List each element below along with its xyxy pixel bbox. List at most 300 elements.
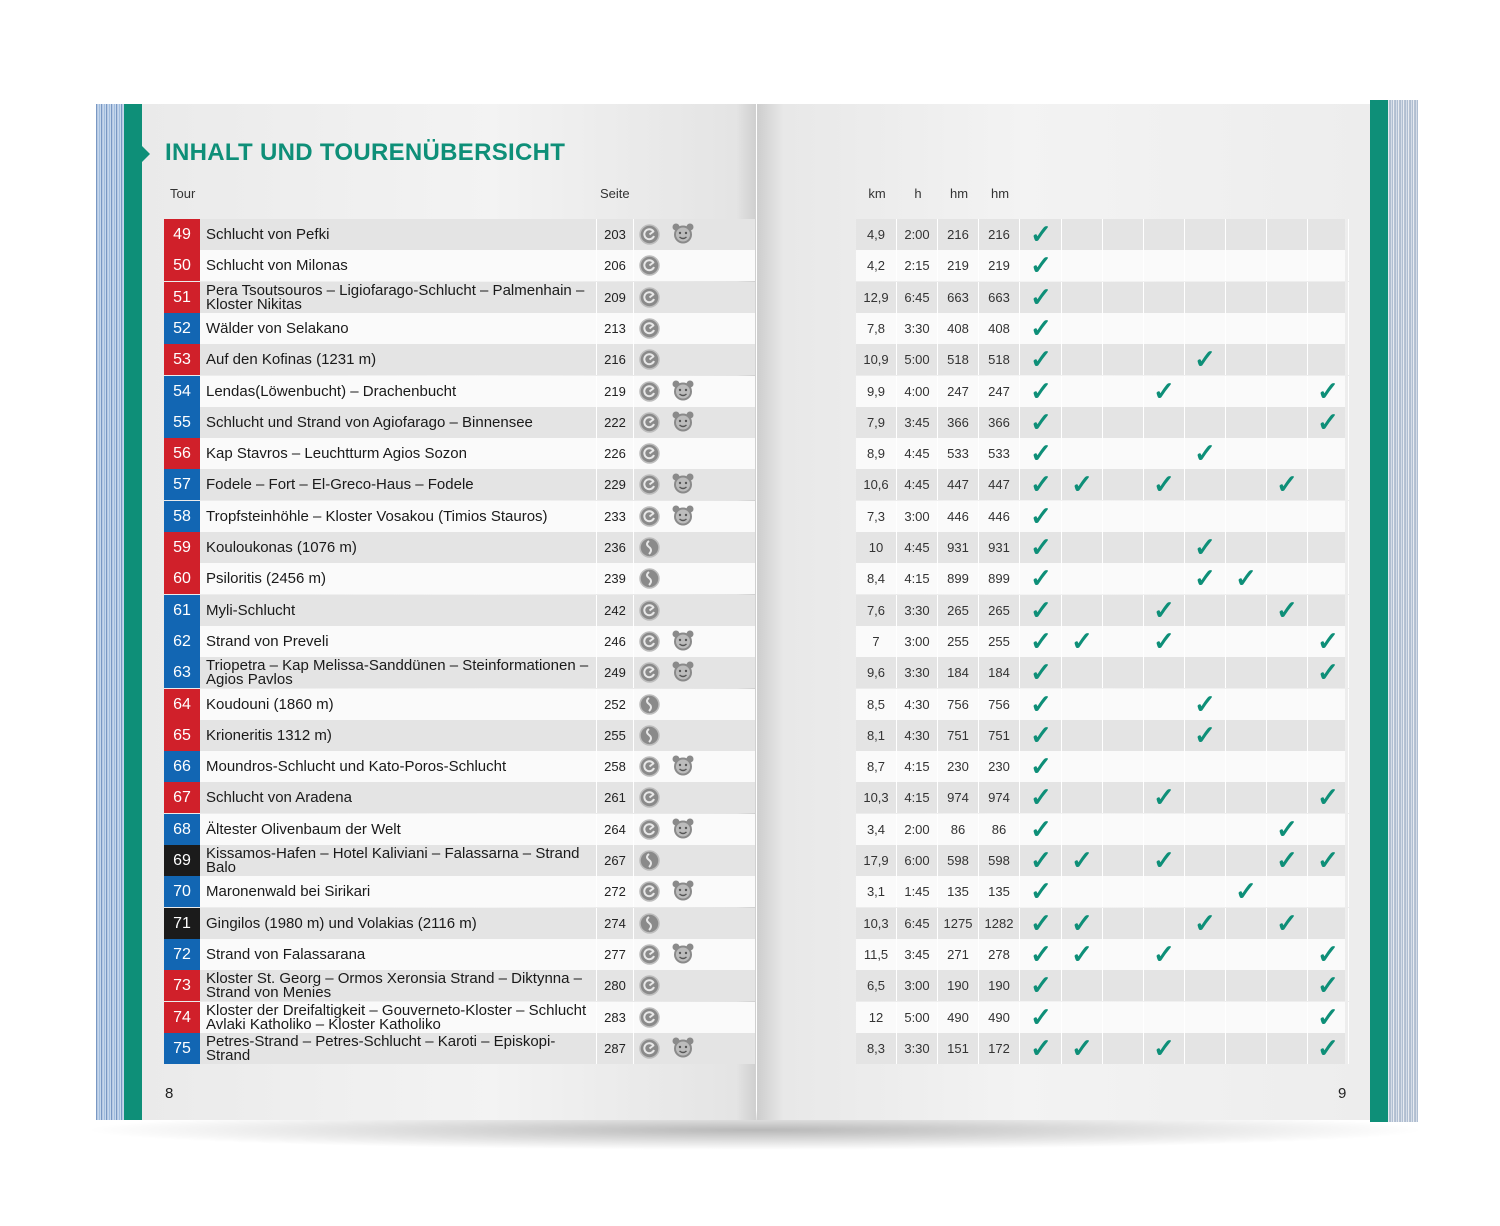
empty-cell (1144, 313, 1185, 344)
empty-cell (1144, 501, 1185, 532)
check-icon: ✓ (1308, 657, 1349, 688)
title-arrow-icon (142, 146, 150, 162)
empty-cell (1062, 250, 1103, 281)
tour-hm-down: 216 (979, 219, 1020, 250)
empty-cell (1103, 313, 1144, 344)
tour-row (164, 532, 755, 563)
empty-cell (1308, 532, 1349, 563)
empty-cell (1185, 250, 1226, 281)
difficulty-gauge-icon (639, 412, 660, 438)
tour-km: 4,2 (856, 250, 897, 281)
empty-cell (1226, 282, 1267, 313)
tour-number: 57 (164, 469, 200, 500)
tour-hm-up: 931 (938, 532, 979, 563)
tour-page-number: 233 (596, 501, 634, 532)
tour-page-number: 249 (596, 657, 634, 688)
tour-number: 62 (164, 626, 200, 657)
check-icon: ✓ (1226, 876, 1267, 907)
tour-name: Schlucht von Aradena (206, 788, 352, 806)
tour-row (164, 876, 755, 907)
check-icon: ✓ (1021, 313, 1062, 344)
empty-cell (1185, 782, 1226, 813)
empty-cell (1062, 282, 1103, 313)
tour-hm-down: 172 (979, 1033, 1020, 1064)
tour-hm-down: 751 (979, 720, 1020, 751)
tour-stats-row (856, 219, 1345, 250)
tour-hm-down: 1282 (979, 908, 1020, 939)
empty-cell (1103, 282, 1144, 313)
empty-cell (1103, 376, 1144, 407)
empty-cell (1062, 501, 1103, 532)
difficulty-gauge-icon (639, 600, 660, 626)
empty-cell (1062, 407, 1103, 438)
empty-cell (1144, 970, 1185, 1001)
tour-name: Triopetra – Kap Melissa-Sanddünen – Steinformationen – Agios Pavlos (206, 656, 589, 688)
tour-page-number: 236 (596, 532, 634, 563)
empty-cell (1267, 563, 1308, 594)
kids-face-icon (672, 473, 694, 494)
tour-name: Kloster St. Georg – Ormos Xeronsia Strand – Diktynna – Strand von Menies (206, 969, 583, 1001)
check-icon: ✓ (1021, 438, 1062, 469)
check-icon: ✓ (1267, 908, 1308, 939)
check-icon: ✓ (1021, 626, 1062, 657)
empty-cell (1103, 845, 1144, 876)
empty-cell (1062, 689, 1103, 720)
empty-cell (1226, 469, 1267, 500)
kids-face-icon (672, 630, 694, 651)
tour-hm-down: 663 (979, 282, 1020, 313)
empty-cell (1103, 626, 1144, 657)
empty-cell (1308, 313, 1349, 344)
tour-row (164, 407, 755, 438)
difficulty-gauge-icon (639, 349, 660, 375)
empty-cell (1103, 1033, 1144, 1064)
empty-cell (1185, 313, 1226, 344)
difficulty-gauge-icon (639, 506, 660, 532)
empty-cell (1103, 595, 1144, 626)
empty-cell (1267, 282, 1308, 313)
tour-row (164, 970, 755, 1001)
tour-stats-row (856, 376, 1345, 407)
tour-km: 8,7 (856, 751, 897, 782)
tour-hm-up: 1275 (938, 908, 979, 939)
check-icon: ✓ (1021, 563, 1062, 594)
tour-name: Strand von Preveli (206, 632, 329, 650)
tour-name: Fodele – Fort – El-Greco-Haus – Fodele (206, 475, 474, 493)
check-icon: ✓ (1144, 626, 1185, 657)
empty-cell (1062, 751, 1103, 782)
tour-stats-row (856, 407, 1345, 438)
check-icon: ✓ (1267, 814, 1308, 845)
empty-cell (1103, 657, 1144, 688)
tour-km: 12 (856, 1002, 897, 1033)
tour-stats-row (856, 344, 1345, 375)
tour-hm-down: 446 (979, 501, 1020, 532)
empty-cell (1144, 282, 1185, 313)
tour-page-number: 283 (596, 1002, 634, 1033)
tour-h: 4:30 (897, 689, 938, 720)
empty-cell (1062, 563, 1103, 594)
tour-hm-down: 278 (979, 939, 1020, 970)
check-icon: ✓ (1021, 970, 1062, 1001)
check-icon: ✓ (1021, 250, 1062, 281)
difficulty-gauge-icon (639, 443, 660, 469)
tour-row (164, 751, 755, 782)
empty-cell (1185, 939, 1226, 970)
empty-cell (1185, 970, 1226, 1001)
tour-row (164, 469, 755, 500)
tour-hm-down: 190 (979, 970, 1020, 1001)
tour-h: 3:00 (897, 501, 938, 532)
empty-cell (1103, 344, 1144, 375)
tour-h: 3:45 (897, 939, 938, 970)
tour-h: 6:45 (897, 908, 938, 939)
tour-page-number: 219 (596, 376, 634, 407)
tour-number: 50 (164, 250, 200, 281)
empty-cell (1226, 313, 1267, 344)
difficulty-gauge-icon (639, 474, 660, 500)
empty-cell (1308, 250, 1349, 281)
check-icon: ✓ (1021, 407, 1062, 438)
tour-number: 71 (164, 908, 200, 939)
empty-cell (1226, 939, 1267, 970)
left-page-edges (96, 104, 124, 1120)
empty-cell (1267, 1002, 1308, 1033)
difficulty-gauge-icon (639, 662, 660, 688)
tour-km: 7,3 (856, 501, 897, 532)
tour-name: Schlucht von Pefki (206, 225, 330, 243)
check-icon: ✓ (1021, 595, 1062, 626)
tour-number: 70 (164, 876, 200, 907)
check-icon: ✓ (1021, 282, 1062, 313)
tour-hm-down: 899 (979, 563, 1020, 594)
check-icon: ✓ (1021, 782, 1062, 813)
tour-name: Wälder von Selakano (206, 319, 349, 337)
check-icon: ✓ (1185, 563, 1226, 594)
tour-number: 52 (164, 313, 200, 344)
empty-cell (1062, 970, 1103, 1001)
check-icon: ✓ (1021, 532, 1062, 563)
check-icon: ✓ (1144, 845, 1185, 876)
empty-cell (1185, 282, 1226, 313)
check-icon: ✓ (1308, 782, 1349, 813)
tour-row (164, 313, 755, 344)
empty-cell (1185, 1002, 1226, 1033)
tour-h: 3:30 (897, 313, 938, 344)
empty-cell (1226, 250, 1267, 281)
tour-page-number: 258 (596, 751, 634, 782)
tour-km: 3,1 (856, 876, 897, 907)
empty-cell (1062, 219, 1103, 250)
tour-row (164, 1002, 755, 1033)
empty-cell (1226, 845, 1267, 876)
empty-cell (1062, 1002, 1103, 1033)
tour-h: 2:00 (897, 219, 938, 250)
tour-h: 3:45 (897, 407, 938, 438)
tour-hm-up: 751 (938, 720, 979, 751)
empty-cell (1308, 720, 1349, 751)
tour-h: 5:00 (897, 344, 938, 375)
empty-cell (1308, 751, 1349, 782)
empty-cell (1226, 626, 1267, 657)
tour-km: 10,3 (856, 908, 897, 939)
difficulty-gauge-icon (639, 881, 660, 907)
tour-hm-up: 135 (938, 876, 979, 907)
empty-cell (1144, 720, 1185, 751)
empty-cell (1103, 501, 1144, 532)
empty-cell (1144, 563, 1185, 594)
tour-hm-down: 184 (979, 657, 1020, 688)
empty-cell (1144, 689, 1185, 720)
tour-hm-up: 216 (938, 219, 979, 250)
tour-stats-row (856, 814, 1345, 845)
tour-hm-up: 271 (938, 939, 979, 970)
tour-h: 4:15 (897, 782, 938, 813)
empty-cell (1308, 689, 1349, 720)
tour-stats-row (856, 657, 1345, 688)
difficulty-gauge-icon (639, 756, 660, 782)
empty-cell (1226, 438, 1267, 469)
empty-cell (1103, 469, 1144, 500)
tour-hm-up: 446 (938, 501, 979, 532)
empty-cell (1062, 313, 1103, 344)
check-icon: ✓ (1308, 626, 1349, 657)
empty-cell (1144, 908, 1185, 939)
tour-hm-down: 533 (979, 438, 1020, 469)
empty-cell (1062, 782, 1103, 813)
empty-cell (1226, 532, 1267, 563)
tour-stats-row (856, 751, 1345, 782)
tour-h: 6:00 (897, 845, 938, 876)
empty-cell (1185, 376, 1226, 407)
empty-cell (1185, 657, 1226, 688)
check-icon: ✓ (1021, 845, 1062, 876)
empty-cell (1144, 657, 1185, 688)
empty-cell (1267, 250, 1308, 281)
tour-page-number: 261 (596, 782, 634, 813)
check-icon: ✓ (1021, 720, 1062, 751)
tour-page-number: 239 (596, 563, 634, 594)
tour-page-number: 213 (596, 313, 634, 344)
tour-page-number: 222 (596, 407, 634, 438)
tour-h: 1:45 (897, 876, 938, 907)
tour-km: 10,9 (856, 344, 897, 375)
tour-name: Psiloritis (2456 m) (206, 569, 327, 587)
tour-name: Maronenwald bei Sirikari (206, 882, 371, 900)
tour-km: 7 (856, 626, 897, 657)
tour-number: 61 (164, 595, 200, 626)
empty-cell (1185, 845, 1226, 876)
check-icon: ✓ (1144, 1033, 1185, 1064)
tour-h: 2:00 (897, 814, 938, 845)
empty-cell (1185, 1033, 1226, 1064)
empty-cell (1103, 1002, 1144, 1033)
tour-stats-row (856, 689, 1345, 720)
tour-km: 7,8 (856, 313, 897, 344)
kids-face-icon (672, 505, 694, 526)
tour-stats-row (856, 908, 1345, 939)
kids-face-icon (672, 380, 694, 401)
tour-hm-up: 408 (938, 313, 979, 344)
tour-hm-up: 184 (938, 657, 979, 688)
check-icon: ✓ (1308, 845, 1349, 876)
tour-number: 75 (164, 1033, 200, 1064)
empty-cell (1267, 782, 1308, 813)
tour-number: 64 (164, 689, 200, 720)
check-icon: ✓ (1185, 438, 1226, 469)
empty-cell (1062, 876, 1103, 907)
tour-name: Schlucht von Milonas (206, 256, 348, 274)
tour-number: 72 (164, 939, 200, 970)
tour-page-number: 209 (596, 282, 634, 313)
tour-number: 68 (164, 814, 200, 845)
tour-page-number: 203 (596, 219, 634, 250)
tour-stats-row (856, 1033, 1345, 1064)
tour-hm-down: 366 (979, 407, 1020, 438)
empty-cell (1267, 438, 1308, 469)
tour-h: 3:30 (897, 595, 938, 626)
empty-cell (1062, 720, 1103, 751)
difficulty-gauge-icon (639, 631, 660, 657)
tour-name: Kissamos-Hafen – Hotel Kaliviani – Falassarna – Strand Balo (206, 844, 580, 876)
check-icon: ✓ (1021, 908, 1062, 939)
tour-page-number: 274 (596, 908, 634, 939)
check-icon: ✓ (1021, 501, 1062, 532)
empty-cell (1308, 876, 1349, 907)
tour-h: 3:00 (897, 970, 938, 1001)
empty-cell (1267, 970, 1308, 1001)
check-icon: ✓ (1021, 657, 1062, 688)
empty-cell (1267, 407, 1308, 438)
tour-km: 7,9 (856, 407, 897, 438)
tour-km: 9,6 (856, 657, 897, 688)
tour-hm-down: 230 (979, 751, 1020, 782)
tour-number: 66 (164, 751, 200, 782)
empty-cell (1267, 939, 1308, 970)
tour-hm-down: 518 (979, 344, 1020, 375)
kids-face-icon (672, 755, 694, 776)
empty-cell (1103, 970, 1144, 1001)
tour-row (164, 720, 755, 751)
empty-cell (1103, 532, 1144, 563)
tour-h: 4:15 (897, 751, 938, 782)
tour-hm-down: 931 (979, 532, 1020, 563)
tour-row (164, 908, 755, 939)
tour-row (164, 563, 755, 594)
tour-number: 58 (164, 501, 200, 532)
alpine-spiral-icon (639, 913, 660, 939)
tour-row (164, 344, 755, 375)
tour-km: 10 (856, 532, 897, 563)
check-icon: ✓ (1267, 845, 1308, 876)
tour-hm-down: 408 (979, 313, 1020, 344)
tour-stats-row (856, 1002, 1345, 1033)
tour-number: 55 (164, 407, 200, 438)
difficulty-gauge-icon (639, 287, 660, 313)
empty-cell (1226, 814, 1267, 845)
tour-hm-up: 255 (938, 626, 979, 657)
tour-km: 7,6 (856, 595, 897, 626)
tour-stats-row (856, 876, 1345, 907)
tour-hm-up: 230 (938, 751, 979, 782)
empty-cell (1103, 751, 1144, 782)
right-page-edges (1388, 100, 1418, 1122)
alpine-spiral-icon (639, 694, 660, 720)
empty-cell (1185, 407, 1226, 438)
empty-cell (1308, 595, 1349, 626)
tour-hm-up: 598 (938, 845, 979, 876)
tour-name: Petres-Strand – Petres-Schlucht – Karoti – Episkopi-Strand (206, 1032, 556, 1064)
empty-cell (1226, 1002, 1267, 1033)
tour-h: 4:45 (897, 469, 938, 500)
tour-km: 8,3 (856, 1033, 897, 1064)
tour-name: Gingilos (1980 m) und Volakias (2116 m) (206, 914, 477, 932)
tour-h: 6:45 (897, 282, 938, 313)
tour-stats-row (856, 845, 1345, 876)
check-icon: ✓ (1021, 376, 1062, 407)
check-icon: ✓ (1021, 939, 1062, 970)
tour-h: 3:30 (897, 1033, 938, 1064)
tour-stats-row (856, 939, 1345, 970)
empty-cell (1226, 782, 1267, 813)
tour-page-number: 206 (596, 250, 634, 281)
empty-cell (1144, 407, 1185, 438)
right-accent-bar (1370, 100, 1388, 1122)
check-icon: ✓ (1144, 782, 1185, 813)
tour-page-number: 280 (596, 970, 634, 1001)
empty-cell (1308, 501, 1349, 532)
tour-page-number: 252 (596, 689, 634, 720)
tour-row (164, 782, 755, 813)
tour-page-number: 242 (596, 595, 634, 626)
tour-number: 56 (164, 438, 200, 469)
tour-h: 4:30 (897, 720, 938, 751)
empty-cell (1267, 689, 1308, 720)
difficulty-gauge-icon (639, 1007, 660, 1033)
tour-page-number: 267 (596, 845, 634, 876)
empty-cell (1308, 814, 1349, 845)
tour-name: Kap Stavros – Leuchtturm Agios Sozon (206, 444, 467, 462)
tour-hm-up: 190 (938, 970, 979, 1001)
tour-name: Krioneritis 1312 m) (206, 726, 332, 744)
empty-cell (1308, 282, 1349, 313)
tour-name: Koudouni (1860 m) (206, 695, 334, 713)
empty-cell (1226, 595, 1267, 626)
empty-cell (1226, 344, 1267, 375)
tour-km: 11,5 (856, 939, 897, 970)
tour-hm-up: 974 (938, 782, 979, 813)
alpine-spiral-icon (639, 850, 660, 876)
empty-cell (1103, 720, 1144, 751)
tour-stats-row (856, 250, 1345, 281)
check-icon: ✓ (1062, 845, 1103, 876)
check-icon: ✓ (1021, 344, 1062, 375)
empty-cell (1144, 532, 1185, 563)
empty-cell (1062, 532, 1103, 563)
tour-row (164, 689, 755, 720)
check-icon: ✓ (1062, 1033, 1103, 1064)
tour-name: Kouloukonas (1076 m) (206, 538, 357, 556)
tour-stats-row (856, 782, 1345, 813)
tour-h: 4:00 (897, 376, 938, 407)
tour-name: Kloster der Dreifaltigkeit – Gouverneto-Kloster – Schlucht Avlaki Katholiko – Kloster Katholiko (206, 1001, 587, 1033)
check-icon: ✓ (1185, 689, 1226, 720)
tour-stats-row (856, 469, 1345, 500)
tour-name: Moundros-Schlucht und Kato-Poros-Schlucht (206, 757, 507, 775)
empty-cell (1308, 563, 1349, 594)
check-icon: ✓ (1062, 469, 1103, 500)
tour-name: Lendas(Löwenbucht) – Drachenbucht (206, 382, 457, 400)
